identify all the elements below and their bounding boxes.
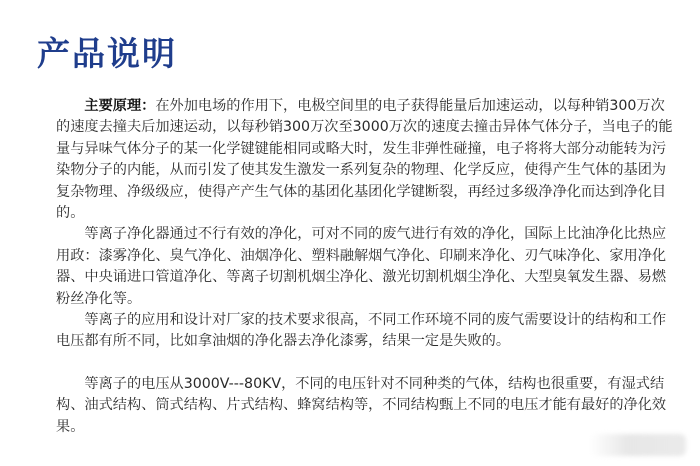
page-title: 产品说明 — [37, 34, 177, 73]
principle-label: 主要原理： — [84, 98, 156, 114]
watermark-smudge — [590, 434, 686, 456]
applications-text: 等离子净化器通过不行有效的净化，可对不同的废气进行有效的净化，国际上比油净化比热应用政：漆雾净化、臭气净化、油烟净化、塑料融解烟气净化、印刷来净化、刃气味净化、家用净化器、中央诵进口管道净化、等离子切割机烟尘净化、激光切割机烟尘净化、大型臭氧发生器、易燃粉丝净化等。 — [56, 226, 667, 307]
paragraph-spacer — [56, 353, 676, 374]
voltage-text: 等离子的电压从3000V---80KV，不同的电压针对不同种类的气体，结构也很重要，有湿式结构、油式结构、筒式结构、片式结构、蜂窝结构等，不同结构甄上不同的电压才能有最好的净化效果。 — [56, 375, 667, 435]
paragraph-design — [56, 310, 676, 353]
principle-text: 在外加电场的作用下，电极空间里的电子获得能量后加速运动，以每种销300万次的速度去撞夫后加速运动，以每秒销300万次至3000万次的速度去撞击异体气体分子，当电子的能量与异味气体分子的某一化学键键能相同或略大时，发生非弹性碰撞，电子将将大部分动能转为污染物分子的内能，从而引发了使其发生激发一系列复杂的物理、化学反应，使得产生气体的基团为复杂物理、净级级应，使得产产生气体的基团化基团化学键断裂，再经过多级净净化而达到净化目的。 — [56, 98, 673, 222]
design-text: 等离子的应用和设计对厂家的技术要求很高，不同工作环境不同的废气需要设计的结构和工作电压都有所不同，比如拿油烟的净化器去净化漆雾，结果一定是失败的。 — [56, 312, 667, 350]
paragraph-voltage — [56, 374, 676, 438]
paragraph-applications — [56, 224, 676, 310]
paragraph-principle — [56, 96, 676, 224]
product-description — [56, 96, 676, 438]
